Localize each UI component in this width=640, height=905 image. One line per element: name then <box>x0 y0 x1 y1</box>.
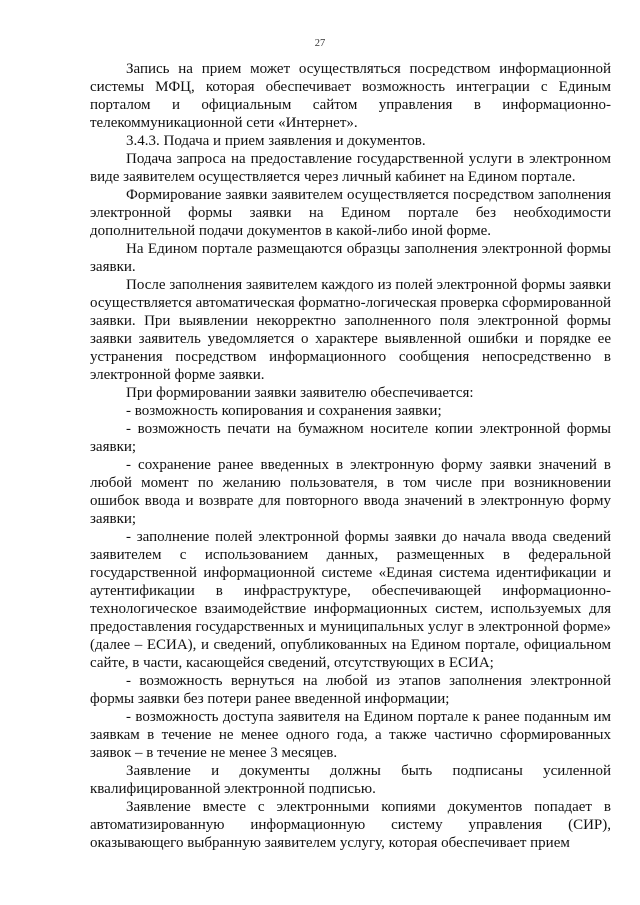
list-item-print: - возможность печати на бумажном носителе копии электронной формы заявки; <box>90 421 611 455</box>
paragraph-form-samples: На Едином портале размещаются образцы заполнения электронной формы заявки. <box>90 241 611 275</box>
paragraph-form-creation: Формирование заявки заявителем осуществляется посредством заполнения электронной формы заявки на Едином портале без необходимости дополнительной подачи документов в какой-либо иной форме. <box>90 187 611 239</box>
paragraph-appointment: Запись на прием может осуществляться посредством информационной системы МФЦ, которая обеспечивает возможность интеграции с Единым порталом и официальным сайтом управления в информационно-телекоммуникационной сети «Интернет». <box>90 61 611 131</box>
paragraph-format-check: После заполнения заявителем каждого из полей электронной формы заявки осуществляется автоматическая форматно-логическая проверка сформированной заявки. При выявлении некорректно заполненного поля электронной формы заявки заявитель уведомляется о характере выявленной ошибки и порядке ее устранения посредством информационного сообщения непосредственно в электронной форме заявки. <box>90 277 612 383</box>
paragraph-sir-system: Заявление вместе с электронными копиями документов попадает в автоматизированную информационную систему управления (СИР), оказывающего выбранную заявителем услугу, которая обеспечивает прием <box>90 799 611 851</box>
document-body <box>90 60 611 852</box>
paragraph-signature: Заявление и документы должны быть подписаны усиленной квалифицированной электронной подписью. <box>90 763 611 797</box>
section-heading-3-4-3: 3.4.3. Подача и прием заявления и документов. <box>126 133 426 149</box>
paragraph-provisions-intro: При формировании заявки заявителю обеспечивается: <box>126 385 474 401</box>
list-item-copy-save: - возможность копирования и сохранения заявки; <box>126 403 442 419</box>
page-number: 27 <box>314 38 326 49</box>
paragraph-request-submission: Подача запроса на предоставление государственной услуги в электронном виде заявителем осуществляется через личный кабинет на Едином портале. <box>90 151 611 185</box>
list-item-access-history: - возможность доступа заявителя на Едином портале к ранее поданным им заявкам в течение не менее одного года, а также частично сформированных заявок – в течение не менее 3 месяцев. <box>90 709 611 761</box>
list-item-esia-prefill: - заполнение полей электронной формы заявки до начала ввода сведений заявителем с использованием данных, размещенных в федеральной государственной информационной системе «Единая система идентификации и аутентификации в инфраструктуре, обеспечивающей информационно-технологическое взаимодействие информационных систем, используемых для предоставления государственных и муниципальных услуг в электронной форме» (далее – ЕСИА), и сведений, опубликованных на Едином портале, официальном сайте, в части, касающейся сведений, отсутствующих в ЕСИА; <box>90 529 611 671</box>
list-item-keep-values: - сохранение ранее введенных в электронную форму заявки значений в любой момент по желанию пользователя, в том числе при возникновении ошибок ввода и возврате для повторного ввода значений в электронную форму заявки; <box>90 457 611 527</box>
list-item-return-to-step: - возможность вернуться на любой из этапов заполнения электронной формы заявки без потери ранее введенной информации; <box>90 673 611 707</box>
